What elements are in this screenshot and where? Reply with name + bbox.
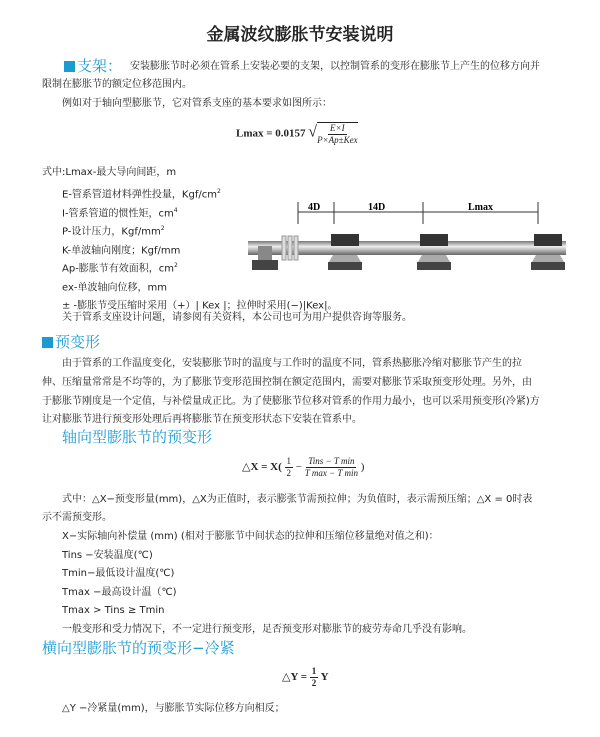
formula-denominator: P×Ap±Kex — [317, 135, 358, 145]
variable-line: X−实际轴向补偿量 (mm) (相对于膨胀节中间状态的拉伸和压缩位移量绝对值之和)： — [62, 531, 439, 542]
definition-text: E-管系管道材料弹性投量，Kgf/cm — [62, 189, 217, 201]
superscript: 2 — [216, 188, 221, 195]
definition-item — [62, 204, 178, 221]
formula-lmax: Lmax = 0.0157 √ $\frac{E\times I}{\text{P×Ap±Kex}}$ — [236, 123, 358, 145]
denominator: T max − T min — [304, 468, 359, 478]
variable-line: Tmax −最高设计温（℃) — [62, 586, 177, 598]
superscript: 2 — [160, 225, 165, 232]
explain-line: 式中：△X−预变形量(mm)，△X为正值时，表示膨张节需预拉伸；为负值时，表示需预压缩；△X = 0时表 — [62, 494, 533, 505]
definition-text: I-管系管道的惯性矩，cm — [62, 207, 174, 219]
dim-label: Lmax — [468, 202, 493, 213]
section-heading-support — [64, 57, 122, 75]
denominator: 2 — [311, 678, 317, 688]
lateral-note: △Y −冷紧量(mm)，与膨胀节实际位移方向相反； — [62, 703, 285, 714]
support-diagram — [248, 196, 568, 278]
paragraph-line: 由于管系的工作温度变化，安装膨胀节时的温度与工作时的温度不同，管系热膨胀冷缩对膨胀节产生的拉 — [62, 358, 522, 369]
definition-text: ± -膨胀节受压缩时采用（+）| Kex |；拉伸时采用(−)|Kex|。 — [62, 300, 338, 312]
numerator: 1 — [311, 666, 317, 676]
variable-line: Tmin−最低设计温度(℃) — [62, 568, 175, 579]
explain-line: 示不需预变形。 — [42, 512, 112, 523]
paragraph-line: 伸、压缩量常常是不均等的，为了膨胀节变形范围控制在额定范围内，需要对膨胀节采取预变形处理。另外，由 — [42, 377, 532, 388]
definition-text: Ap-膨胀节有效面积，cm — [62, 263, 175, 275]
variable-line: Tins −安装温度(℃) — [62, 549, 153, 561]
definition-item — [62, 259, 178, 276]
square-bullet-icon — [64, 61, 75, 72]
definition-item — [62, 222, 165, 239]
paragraph-line: 限制在膨胀节的额定位移范围内。 — [42, 79, 192, 90]
formula-left: △X = X( — [242, 461, 282, 474]
subheading-lateral: 横向型膨胀节的预变形−冷紧 — [42, 639, 235, 657]
formula-lateral — [282, 666, 329, 689]
subheading-axial: 轴向型膨胀节的预变形 — [62, 428, 213, 446]
formula-left: Lmax = 0.0157 — [236, 127, 306, 140]
numerator: Tins − T min — [308, 456, 355, 466]
variable-line: Tmax > Tins ≥ Tmin — [62, 605, 165, 616]
formula-axial — [242, 456, 364, 479]
numerator: 1 — [286, 456, 292, 466]
minus-sign: − — [295, 461, 302, 474]
denominator: 2 — [286, 468, 292, 478]
definition-intro: 式中:Lmax-最大导向间距，m — [42, 167, 177, 178]
definition-item — [62, 278, 167, 295]
dim-label: 4D — [308, 202, 321, 213]
superscript: 2 — [174, 262, 178, 269]
close-paren: ) — [360, 461, 365, 474]
paragraph-line: 安装膨胀节时必须在管系上安装必要的支架，以控制管系的变形在膨胀节上产生的位移方向并 — [130, 61, 540, 72]
definition-item — [62, 185, 221, 202]
heading-text: 支架： — [77, 57, 123, 75]
variable-line: 一般变形和受力情况下，不一定进行预变形，足否预变形对膨胀节的疲劳寿命几乎没有影响。 — [62, 623, 472, 635]
definition-text: ex-单波轴向位移，mm — [62, 281, 167, 293]
page-title: 金属波纹膨胀节安装说明 — [206, 25, 394, 45]
definition-text: P-设计压力，Kgf/mm — [62, 226, 161, 238]
paragraph-line: 例如对于轴向型膨胀节，它对管系支座的基本要求如图所示： — [62, 98, 332, 109]
support-note: 关于管系支座设计问题，请参阅有关资料，本公司也可为用户提供咨询等服务。 — [62, 312, 412, 323]
heading-text: 预变形 — [55, 333, 101, 351]
paragraph-line: 于膨胀节刚度是一个定值，与补偿量成正比。为了使膨胀节位移对管系的作用力最小，也可以采用预变形(冷紧)方 — [42, 396, 540, 407]
paragraph-line: 让对膨胀节进行预变形处理后再将膨胀节在预变形状态下安装在管系中。 — [42, 414, 362, 425]
section-heading-predeform — [42, 333, 100, 351]
formula-right: Y — [320, 671, 329, 684]
definition-text: K-单波轴向刚度；Kgf/mm — [62, 244, 181, 256]
definition-item — [62, 241, 180, 258]
formula-numerator: E×I — [330, 123, 345, 133]
superscript: 4 — [173, 206, 178, 214]
dim-label: 14D — [368, 202, 386, 213]
square-bullet-icon — [42, 337, 53, 348]
formula-left: △Y = — [282, 671, 308, 684]
